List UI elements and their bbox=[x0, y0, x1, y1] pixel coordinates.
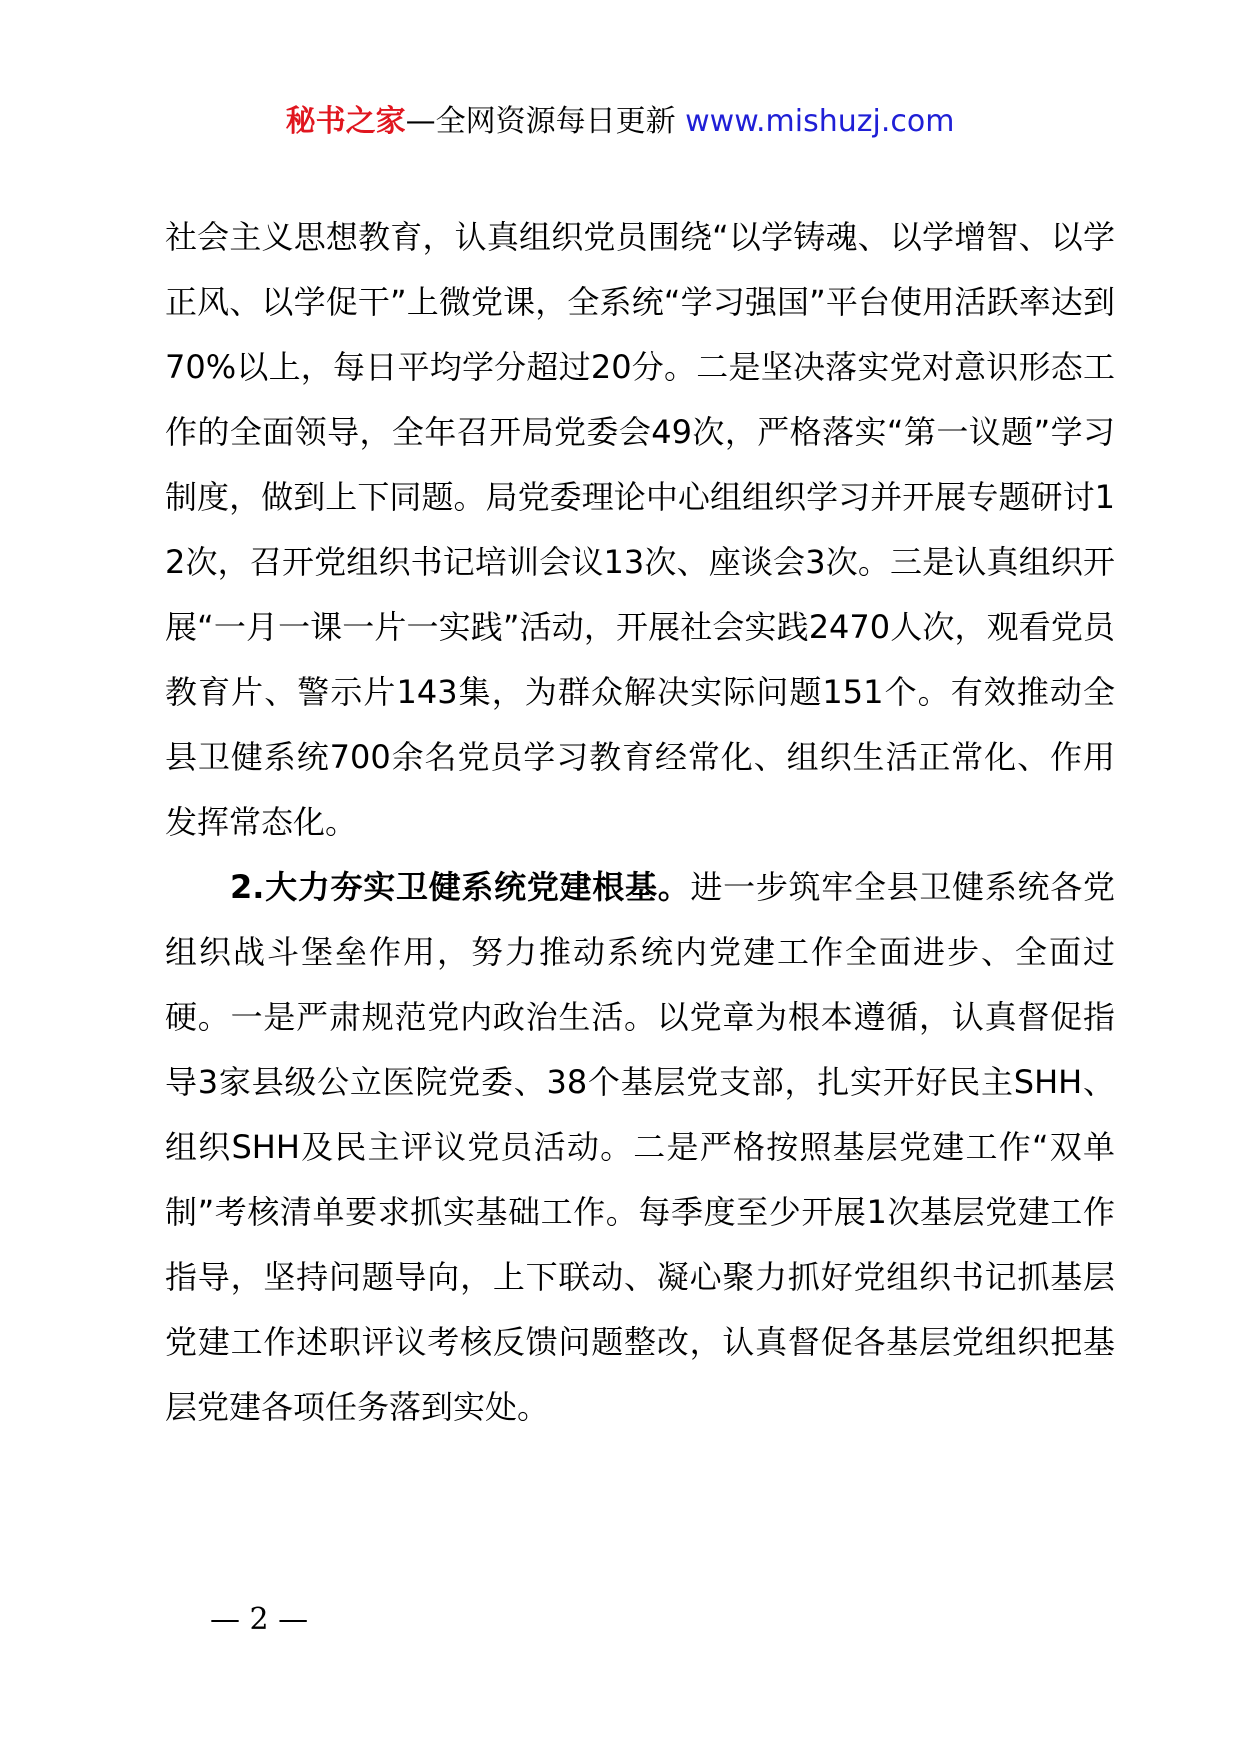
paragraph-section-2 bbox=[165, 855, 1115, 1440]
site-url-link[interactable]: www.mishuzj.com bbox=[685, 104, 955, 139]
document-body bbox=[165, 205, 1115, 1440]
site-tagline: —全网资源每日更新 bbox=[405, 104, 686, 139]
section-body-text: 进一步筑牢全县卫健系统各党组织战斗堡垒作用，努力推动系统内党建工作全面进步、全面过硬。一是严肃规范党内政治生活。以党章为根本遵循，认真督促指导3家县级公立医院党委、38个基层党支部，扎实开好民主SHH、组织SHH及民主评议党员活动。二是严格按照基层党建工作“双单制”考核清单要求抓实基础工作。每季度至少开展1次基层党建工作指导，坚持问题导向，上下联动、凝心聚力抓好党组织书记抓基层党建工作述职评议考核反馈问题整改，认真督促各基层党组织把基层党建各项任务落到实处。 bbox=[165, 868, 1115, 1426]
site-brand: 秘书之家 bbox=[285, 104, 406, 139]
site-header bbox=[0, 100, 1240, 144]
paragraph-continuation: 社会主义思想教育，认真组织党员围绕“以学铸魂、以学增智、以学正风、以学促干”上微党课，全系统“学习强国”平台使用活跃率达到70%以上，每日平均学分超过20分。二是坚决落实党对意识形态工作的全面领导，全年召开局党委会49次，严格落实“第一议题”学习制度，做到上下同题。局党委理论中心组组织学习并开展专题研讨12次，召开党组织书记培训会议13次、座谈会3次。三是认真组织开展“一月一课一片一实践”活动，开展社会实践2470人次，观看党员教育片、警示片143集，为群众解决实际问题151个。有效推动全县卫健系统700余名党员学习教育经常化、组织生活正常化、作用发挥常态化。 bbox=[165, 218, 1115, 841]
section-heading: 2.大力夯实卫健系统党建根基。 bbox=[230, 868, 691, 906]
page-number: — 2 — bbox=[210, 1602, 309, 1637]
